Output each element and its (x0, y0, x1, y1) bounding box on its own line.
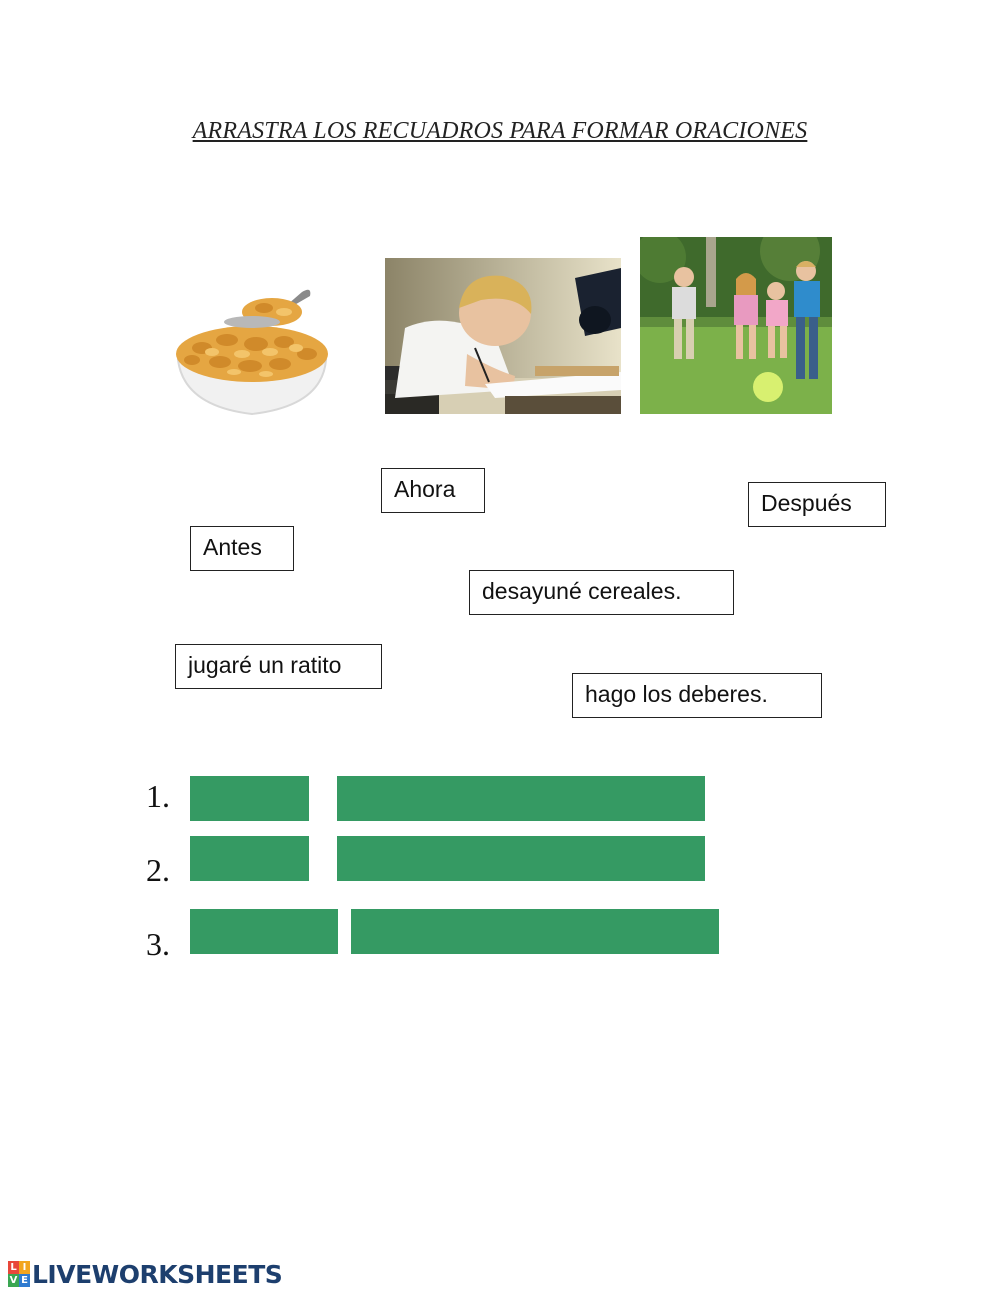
drop-zone-2-action[interactable] (337, 836, 705, 881)
chip-hago-los-deberes[interactable]: hago los deberes. (572, 673, 822, 718)
liveworksheets-logo (8, 1258, 282, 1290)
play-image (640, 237, 832, 414)
drop-zone-1-time[interactable] (190, 776, 309, 821)
logo-letter-l: L (8, 1261, 19, 1274)
cereal-bowl-image (172, 282, 332, 416)
instruction-title: ARRASTRA LOS RECUADROS PARA FORMAR ORACIONES (192, 118, 808, 144)
chip-ahora[interactable]: Ahora (381, 468, 485, 513)
drop-zone-2-time[interactable] (190, 836, 309, 881)
chip-desayune-cereales[interactable]: desayuné cereales. (469, 570, 734, 615)
logo-letter-i: I (19, 1261, 30, 1274)
drop-zone-3-action[interactable] (351, 909, 719, 954)
boy-studying-icon (385, 258, 621, 414)
cereal-bowl-icon (172, 282, 332, 416)
logo-letter-e: E (19, 1274, 30, 1287)
logo-letter-v: V (9, 1275, 18, 1286)
homework-image (385, 258, 621, 414)
chip-jugare-un-ratito[interactable]: jugaré un ratito (175, 644, 382, 689)
chip-antes[interactable]: Antes (190, 526, 294, 571)
row-number-3: 3. (146, 926, 170, 962)
chip-despues[interactable]: Después (748, 482, 886, 527)
drop-zone-1-action[interactable] (337, 776, 705, 821)
row-number-1: 1. (146, 778, 170, 814)
logo-text: LIVEWORKSHEETS (32, 1259, 283, 1289)
live-logo-mark (8, 1261, 30, 1287)
children-playing-icon (640, 237, 832, 414)
row-number-2: 2. (146, 852, 170, 888)
drop-zone-3-time[interactable] (190, 909, 338, 954)
